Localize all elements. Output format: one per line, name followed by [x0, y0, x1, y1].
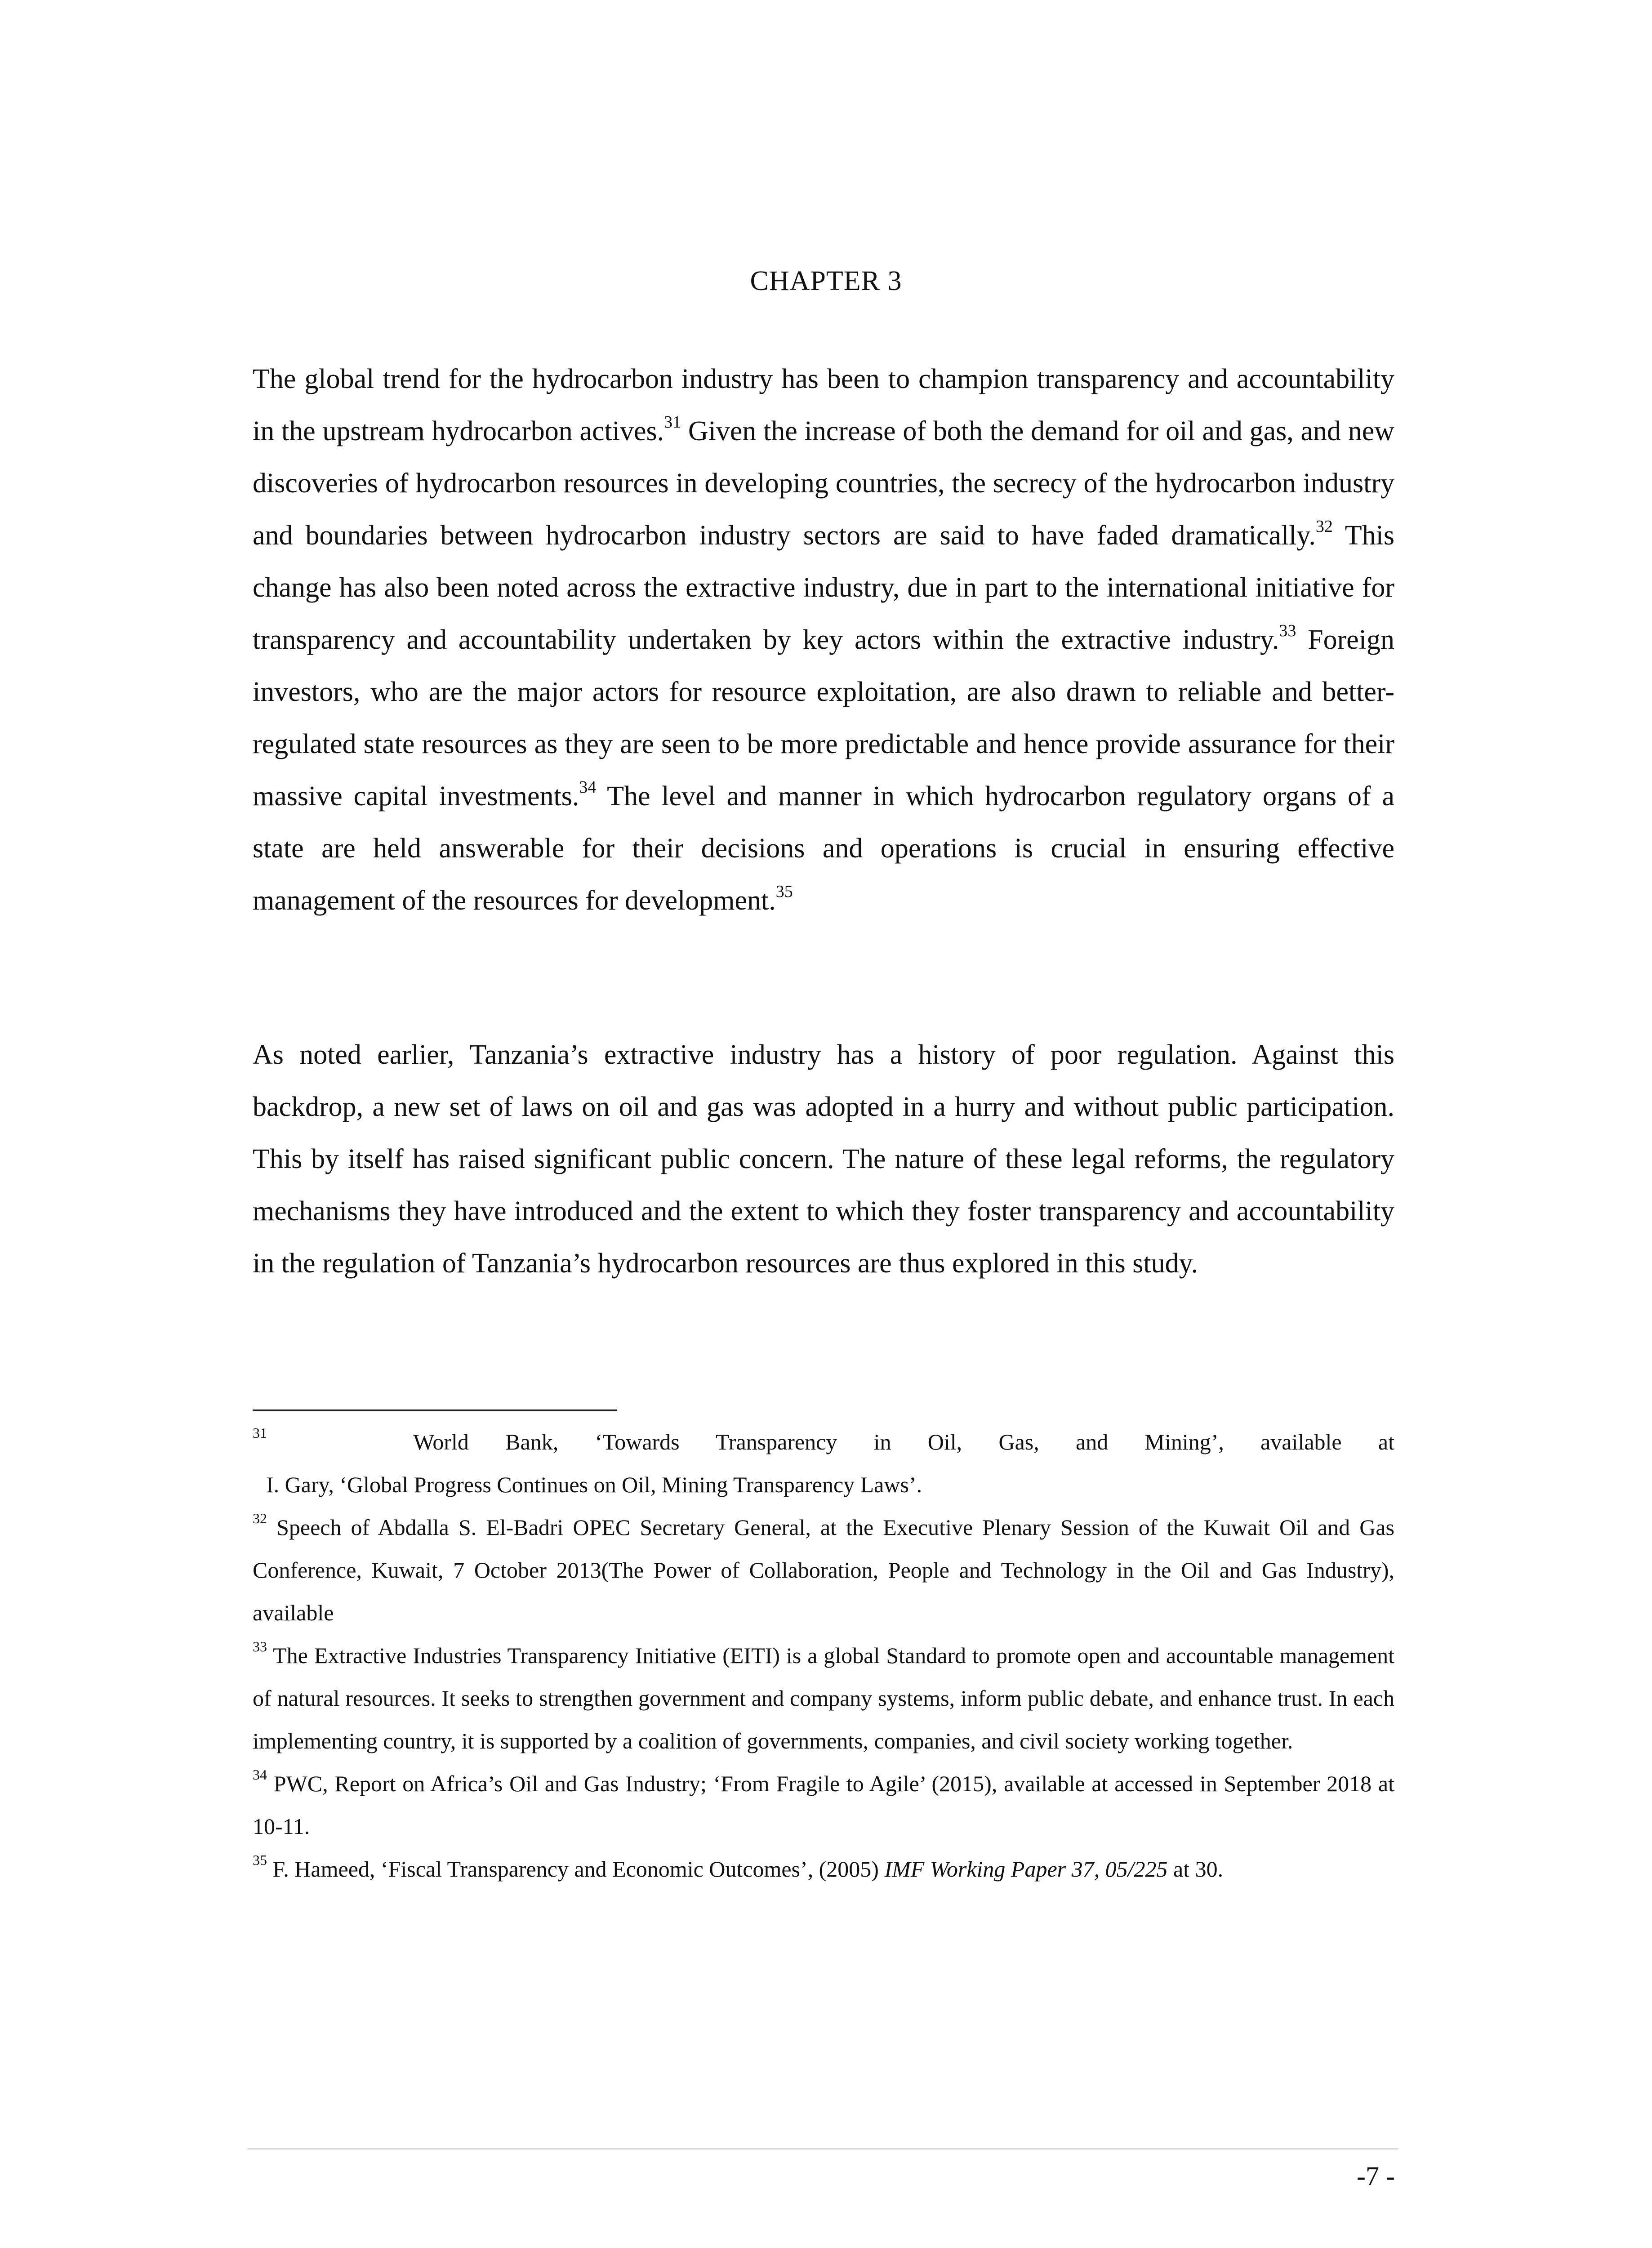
footnote-ref-32[interactable]: 32: [1315, 517, 1333, 536]
footnote-ref-34[interactable]: 34: [579, 778, 597, 797]
footnote-31: [253, 1421, 1394, 1506]
footnote-31-line-1: World Bank, ‘Towards Transparency in Oil, Gas, and Mining’, available at: [413, 1429, 1394, 1454]
page-number: -7 -: [1357, 2161, 1395, 2191]
footnotes: [253, 1421, 1394, 1891]
footnote-32: [253, 1506, 1394, 1634]
paragraph-1-sentence-1: The global trend for the hydrocarbon industry has been to champion transparency and accountability in the upstream hydrocarbon actives.: [253, 364, 1394, 446]
paragraph-1-sentence-2: Given the increase of both the demand for oil and gas, and new discoveries of hydrocarbon resources in developing countries, the secrecy of the hydrocarbon industry and boundaries between hydrocarbon industry sectors are said to have faded dramatically.: [253, 416, 1394, 551]
footnote-35-italic-title: IMF Working Paper 37, 05/225: [884, 1856, 1168, 1882]
footnote-ref-35[interactable]: 35: [775, 882, 793, 901]
paragraph-2-text: As noted earlier, Tanzania’s extractive industry has a history of poor regulation. Against this backdrop, a new set of laws on oil and gas was adopted in a hurry and without public participation. This by itself has raised significant public concern. The nature of these legal reforms, the regulatory mechanisms they have introduced and the extent to which they foster transparency and accountability in the regulation of Tanzania’s hydrocarbon resources are thus explored in this study.: [253, 1039, 1394, 1279]
paragraph-1-sentence-3: This change has also been noted across the extractive industry, due in part to the international initiative for transparency and accountability undertaken by key actors within the extractive industry.: [253, 520, 1394, 655]
paragraph-1-sentence-4: Foreign investors, who are the major actors for resource exploitation, are also drawn to reliable and better-regulated state resources as they are seen to be more predictable and hence provide assurance for their massive capital investments.: [253, 624, 1394, 812]
footnote-33: [253, 1634, 1394, 1762]
footnote-number-32: 32: [253, 1510, 267, 1527]
footnote-34-text: PWC, Report on Africa’s Oil and Gas Industry; ‘From Fragile to Agile’ (2015), available at accessed in September 2018 at 10-11.: [253, 1771, 1394, 1839]
paragraph-1-sentence-5: The level and manner in which hydrocarbon regulatory organs of a state are held answerable for their decisions and operations is crucial in ensuring effective management of the resources for development.: [253, 781, 1394, 916]
footnote-number-31: 31: [253, 1425, 267, 1441]
footnote-number-34: 34: [253, 1766, 267, 1783]
footnote-35-text-after: at 30.: [1167, 1856, 1224, 1882]
footnote-34: [253, 1762, 1394, 1848]
chapter-heading: CHAPTER 3: [750, 266, 902, 296]
footnote-number-33: 33: [253, 1638, 267, 1655]
body-paragraph-2: [253, 1029, 1394, 1289]
footnote-35-text-before: F. Hameed, ‘Fiscal Transparency and Economic Outcomes’, (2005): [272, 1856, 885, 1882]
footnote-31-line-2: I. Gary, ‘Global Progress Continues on Oil, Mining Transparency Laws’.: [266, 1472, 922, 1497]
footnote-number-35: 35: [253, 1852, 267, 1869]
footer-rule: [247, 2148, 1398, 2150]
body-paragraph-1: [253, 353, 1394, 927]
footnote-32-text: Speech of Abdalla S. El-Badri OPEC Secretary General, at the Executive Plenary Session of the Kuwait Oil and Gas Conference, Kuwait, 7 October 2013(The Power of Collaboration, People and Technology in the Oil and Gas Industry), available: [253, 1515, 1395, 1625]
footnote-separator: [253, 1409, 617, 1411]
footnote-ref-31[interactable]: 31: [664, 413, 681, 432]
footnote-35: [253, 1848, 1394, 1891]
footnote-33-text: The Extractive Industries Transparency Initiative (EITI) is a global Standard to promote open and accountable management of natural resources. It seeks to strengthen government and company systems, inform public debate, and enhance trust. In each implementing country, it is supported by a coalition of governments, companies, and civil society working together.: [253, 1643, 1394, 1753]
footnote-ref-33[interactable]: 33: [1279, 621, 1296, 641]
